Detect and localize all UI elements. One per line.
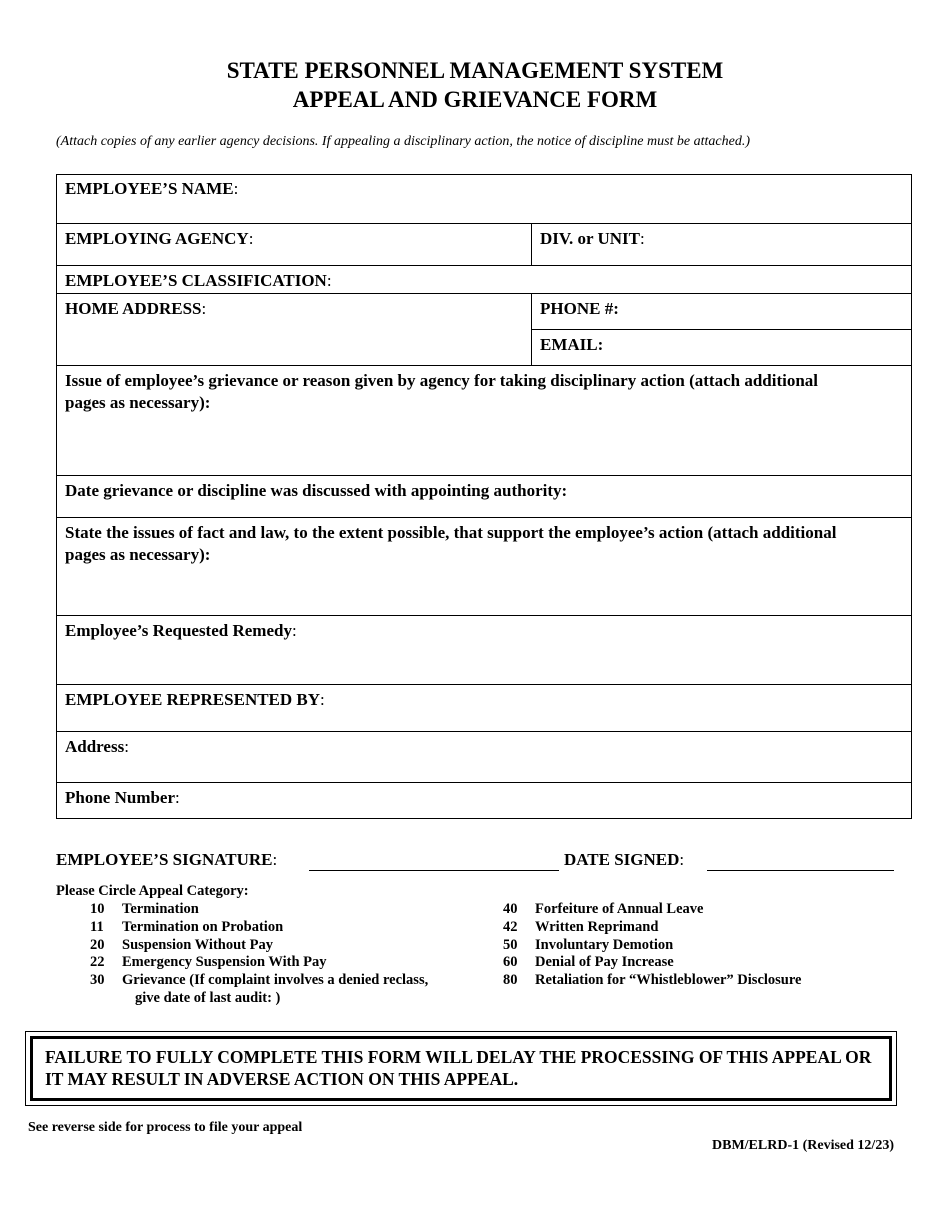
classification-label: EMPLOYEE’S CLASSIFICATION <box>65 271 327 290</box>
appeal-category-list-right <box>503 901 923 990</box>
attachment-instructions: (Attach copies of any earlier agency decisions. If appealing a disciplinary action, the notice of discipline must be attached.) <box>56 134 751 149</box>
appeal-category-heading: Please Circle Appeal Category: <box>56 883 249 899</box>
classification-field[interactable]: EMPLOYEE’S CLASSIFICATION: <box>65 271 332 290</box>
category-item-50[interactable]: 50 Involuntary Demotion <box>503 936 674 953</box>
issues-fact-law-label: State the issues of fact and law, to the extent possible, that support the employee’s action (attach additional pages as necessary): <box>65 523 837 564</box>
home-address-field[interactable]: HOME ADDRESS: <box>65 299 207 318</box>
rep-phone-field[interactable]: Phone Number: <box>65 788 180 807</box>
category-item-60[interactable]: 60 Denial of Pay Increase <box>503 954 674 971</box>
represented-by-label: EMPLOYEE REPRESENTED BY <box>65 690 321 709</box>
employee-name-label: EMPLOYEE’S NAME <box>65 179 234 198</box>
employing-agency-field[interactable]: EMPLOYING AGENCY: <box>65 229 254 248</box>
date-discussed-field[interactable] <box>56 476 912 517</box>
category-item-30-continuation: give date of last audit: ) <box>135 989 281 1006</box>
grievance-issue-field[interactable] <box>56 366 846 475</box>
rep-address-field[interactable]: Address: <box>65 737 129 756</box>
div-unit-label: DIV. or UNIT <box>540 229 640 248</box>
form-title-line1: STATE PERSONNEL MANAGEMENT SYSTEM <box>226 58 724 83</box>
phone-label: PHONE #: <box>540 299 619 318</box>
form-title-line2: APPEAL AND GRIEVANCE FORM <box>292 87 658 112</box>
category-item-10[interactable]: 10 Termination <box>90 901 199 917</box>
employing-agency-label: EMPLOYING AGENCY <box>65 229 249 248</box>
requested-remedy-field[interactable]: Employee’s Requested Remedy: <box>65 621 297 640</box>
signature-label: EMPLOYEE’S SIGNATURE: <box>56 850 278 869</box>
category-item-11[interactable]: 11 Termination on Probation <box>90 918 284 935</box>
warning-box <box>30 1036 892 1101</box>
date-discussed-label: Date grievance or discipline was discussed with appointing authority: <box>65 481 568 500</box>
reverse-side-note: See reverse side for process to file your appeal <box>28 1120 303 1135</box>
category-item-80[interactable]: 80 Retaliation for “Whistleblower” Disclosure <box>503 972 802 989</box>
category-item-30[interactable]: 30 Grievance (If complaint involves a denied reclass, <box>90 972 429 989</box>
form-id: DBM/ELRD-1 (Revised 12/23) <box>712 1138 894 1153</box>
issues-fact-law-field[interactable] <box>56 518 856 615</box>
phone-field[interactable] <box>531 294 912 329</box>
date-signed-line[interactable] <box>707 870 894 871</box>
warning-text: FAILURE TO FULLY COMPLETE THIS FORM WILL DELAY THE PROCESSING OF THIS APPEAL OR IT MAY RESULT IN ADVERSE ACTION ON THIS APPEAL. <box>45 1047 872 1089</box>
email-label: EMAIL: <box>540 335 604 354</box>
category-item-22[interactable]: 22 Emergency Suspension With Pay <box>90 954 327 971</box>
signature-line[interactable] <box>309 870 559 871</box>
category-item-20[interactable]: 20 Suspension Without Pay <box>90 936 273 953</box>
rep-address-label: Address <box>65 737 125 756</box>
email-field[interactable] <box>531 330 912 365</box>
date-signed-label: DATE SIGNED: <box>564 850 685 869</box>
home-address-label: HOME ADDRESS <box>65 299 202 318</box>
requested-remedy-label: Employee’s Requested Remedy <box>65 621 292 640</box>
category-item-40[interactable]: 40 Forfeiture of Annual Leave <box>503 901 704 917</box>
rep-phone-label: Phone Number <box>65 788 176 807</box>
appeal-category-list-left <box>90 901 490 1008</box>
category-item-42[interactable]: 42 Written Reprimand <box>503 918 659 935</box>
div-unit-field[interactable]: DIV. or UNIT: <box>540 229 645 248</box>
grievance-issue-label: Issue of employee’s grievance or reason given by agency for taking disciplinary action (attach additional pages as necessary): <box>65 371 819 412</box>
employee-name-field[interactable]: EMPLOYEE’S NAME: <box>65 179 239 198</box>
represented-by-field[interactable]: EMPLOYEE REPRESENTED BY: <box>65 690 325 709</box>
